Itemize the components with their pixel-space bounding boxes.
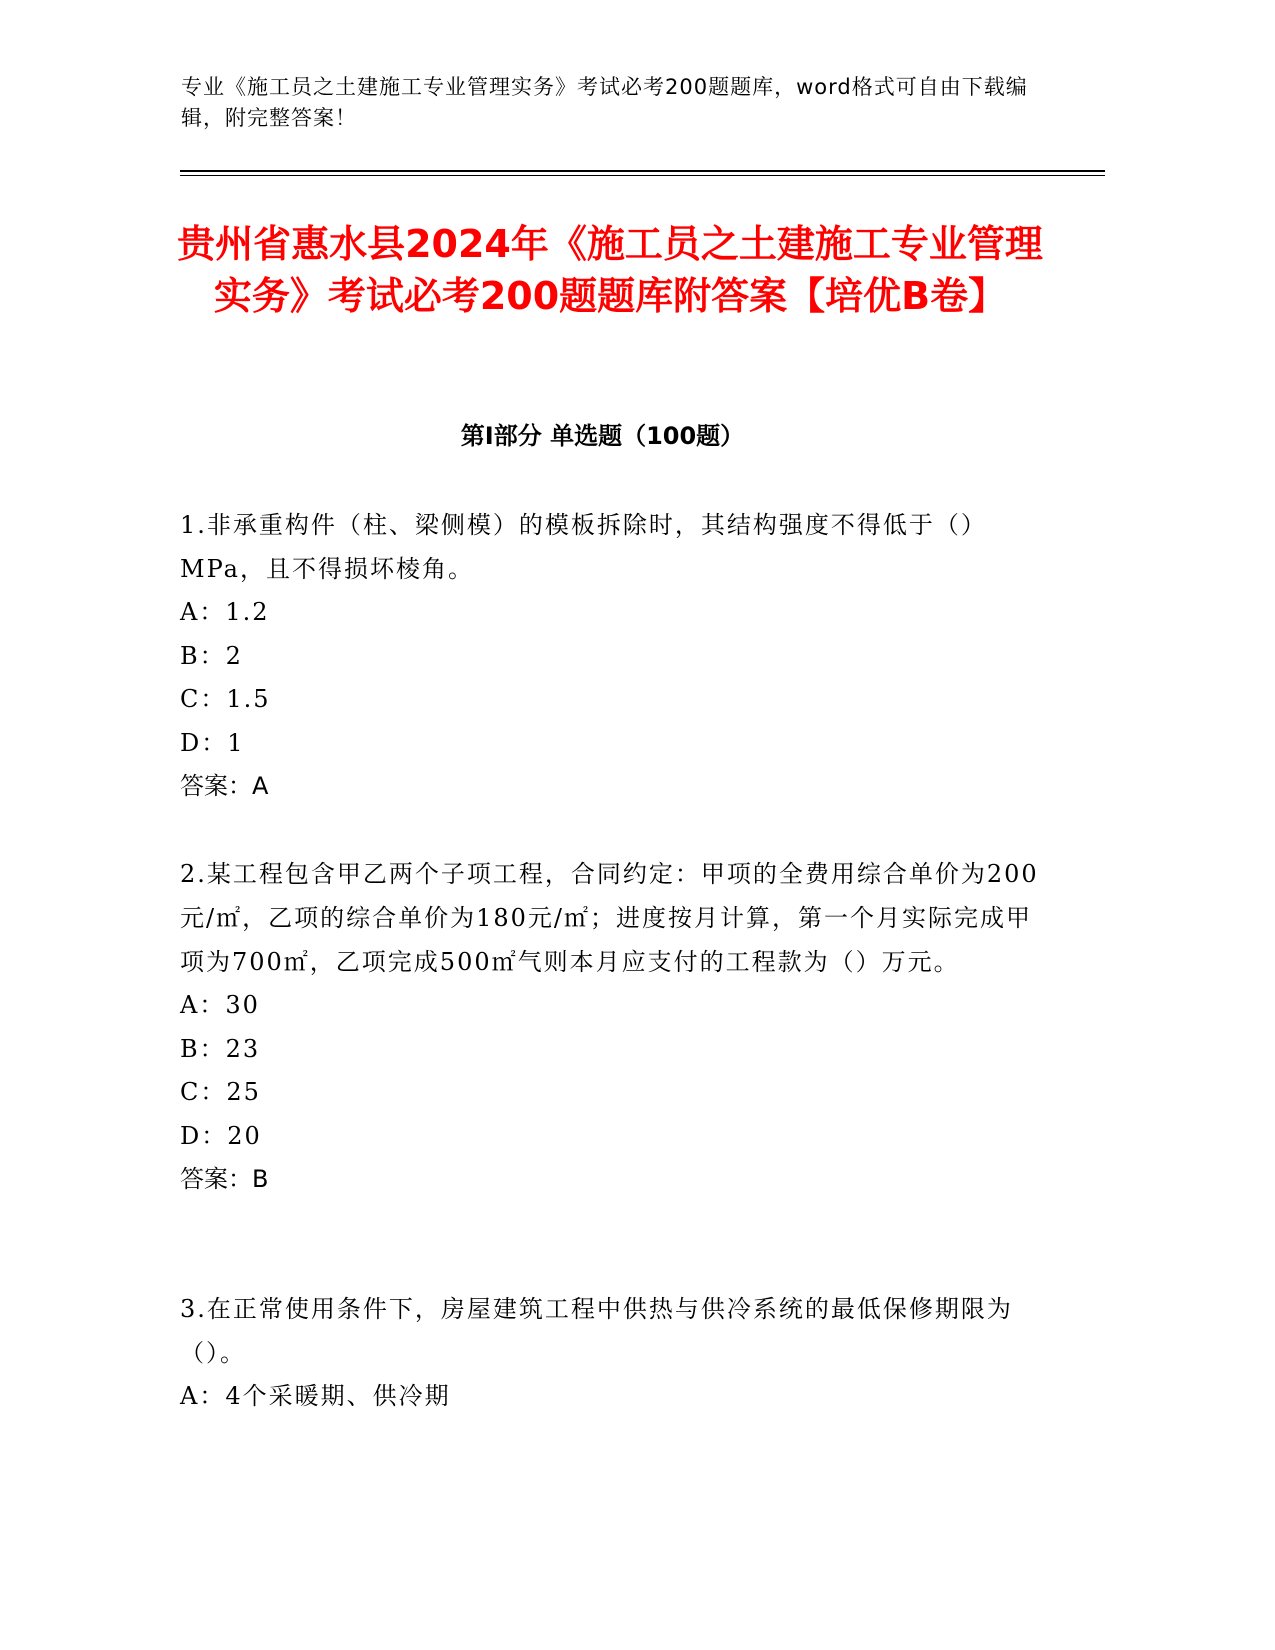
header-note: 专业《施工员之土建施工专业管理实务》考试必考200题题库，word格式可自由下载编辑，附完整答案！	[181, 75, 1028, 130]
question-stem: 2.某工程包含甲乙两个子项工程，合同约定：甲项的全费用综合单价为200元/㎡，乙项的综合单价为180元/㎡；进度按月计算，第一个月实际完成甲项为700㎡，乙项完成500㎡气则本月应支付的工程款为（）万元。	[180, 860, 1039, 976]
option-c: C：25	[180, 1078, 261, 1106]
answer: 答案：B	[180, 1165, 269, 1193]
option-b: B：2	[180, 641, 243, 670]
question-1	[180, 503, 1040, 809]
option-a: A：4个采暖期、供冷期	[180, 1382, 451, 1410]
question-stem: 1.非承重构件（柱、梁侧模）的模板拆除时，其结构强度不得低于（）MPa，且不得损坏棱角。	[180, 511, 987, 583]
document-title: 贵州省惠水县2024年《施工员之土建施工专业管理实务》考试必考200题题库附答案【培优B卷】	[177, 222, 1043, 318]
option-d: D：20	[180, 1121, 262, 1150]
section-heading: 第I部分 单选题（100题）	[460, 422, 745, 450]
option-d: D：1	[180, 728, 245, 757]
header-divider-thin	[180, 175, 1105, 176]
header-divider-thick	[180, 170, 1105, 172]
question-2	[180, 852, 1040, 1202]
option-a: A：1.2	[180, 598, 270, 626]
question-3	[180, 1287, 1040, 1419]
question-stem: 3.在正常使用条件下，房屋建筑工程中供热与供冷系统的最低保修期限为（）。	[180, 1295, 1013, 1367]
option-b: B：23	[180, 1034, 261, 1063]
option-c: C：1.5	[180, 685, 271, 713]
option-a: A：30	[180, 991, 260, 1019]
answer: 答案：A	[180, 772, 269, 800]
